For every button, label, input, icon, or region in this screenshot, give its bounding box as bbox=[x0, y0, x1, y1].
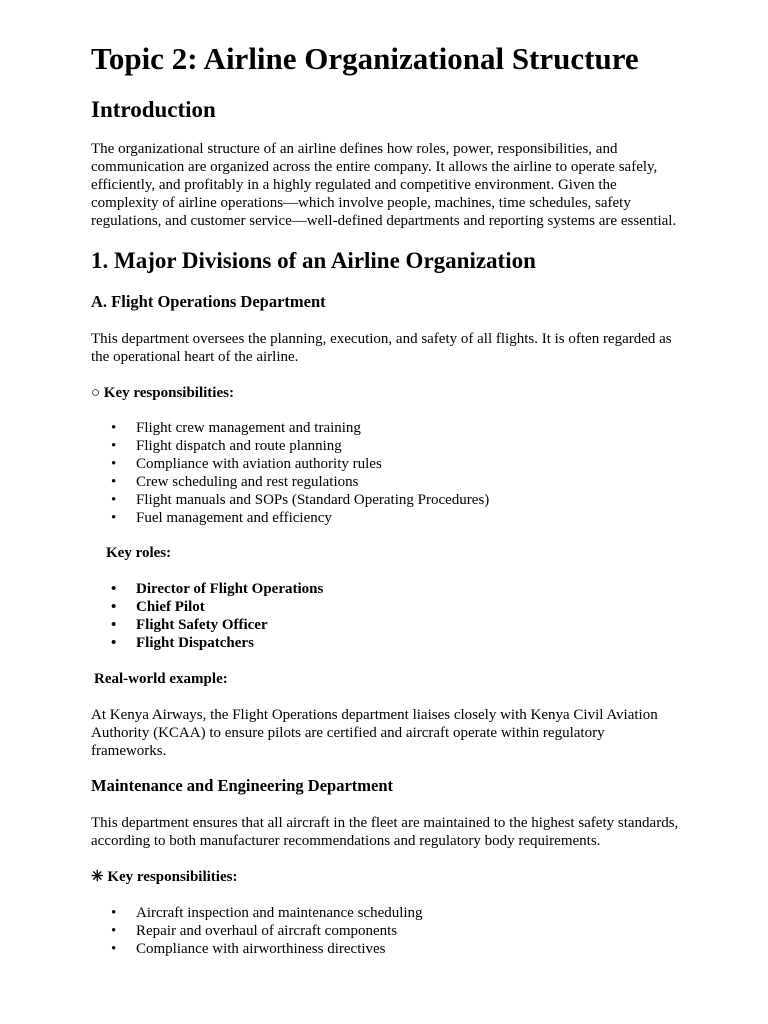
list-item: • Aircraft inspection and maintenance scheduling bbox=[91, 904, 681, 922]
section1-heading: 1. Major Divisions of an Airline Organization bbox=[91, 248, 536, 273]
list-item: • Director of Flight Operations bbox=[91, 580, 681, 598]
flight-ops-heading: A. Flight Operations Department bbox=[91, 292, 326, 311]
maintenance-heading: Maintenance and Engineering Department bbox=[91, 776, 394, 795]
list-item: • Repair and overhaul of aircraft components bbox=[91, 922, 681, 940]
list-item: • Chief Pilot bbox=[91, 598, 681, 616]
list-item: • Flight Dispatchers bbox=[91, 634, 681, 652]
intro-paragraph: The organizational structure of an airline defines how roles, power, responsibilities, and communication are organized across the entire company. It allows the airline to operate safely, efficiently, and profitably in a highly regulated and competitive environment. Given the complexity of airline operations—which involve people, machines, time schedules, safety regulations, and customer service—well-defined departments and reporting systems are essential. bbox=[91, 141, 677, 229]
real-world-example-paragraph: At Kenya Airways, the Flight Operations department liaises closely with Kenya Civil Aviation Authority (KCAA) to ensure pilots are certified and aircraft operate within regulatory frameworks. bbox=[91, 707, 658, 759]
flight-ops-paragraph: This department oversees the planning, execution, and safety of all flights. It is often regarded as the operational heart of the airline. bbox=[91, 331, 672, 365]
list-item: • Flight crew management and training bbox=[91, 419, 681, 437]
list-item: • Flight dispatch and route planning bbox=[91, 437, 681, 455]
flight-ops-responsibilities-label: ○ Key responsibilities: bbox=[91, 385, 234, 401]
list-item: • Fuel management and efficiency bbox=[91, 509, 681, 527]
list-item: • Compliance with aviation authority rules bbox=[91, 455, 681, 473]
list-item: • Flight manuals and SOPs (Standard Operating Procedures) bbox=[91, 491, 681, 509]
maintenance-responsibilities-label: ✳ Key responsibilities: bbox=[91, 869, 238, 885]
maintenance-paragraph: This department ensures that all aircraft in the fleet are maintained to the highest safety standards, according to both manufacturer recommendations and regulatory body requirements. bbox=[91, 815, 679, 849]
key-roles-label: Key roles: bbox=[106, 545, 172, 561]
intro-heading: Introduction bbox=[91, 97, 216, 122]
real-world-example-label: Real-world example: bbox=[94, 671, 228, 687]
document-title: Topic 2: Airline Organizational Structure bbox=[91, 41, 639, 76]
list-item: • Crew scheduling and rest regulations bbox=[91, 473, 681, 491]
key-roles-list bbox=[91, 580, 681, 652]
list-item: • Compliance with airworthiness directives bbox=[91, 940, 681, 958]
document-page bbox=[91, 40, 681, 958]
flight-ops-responsibilities-list bbox=[91, 419, 681, 527]
maintenance-responsibilities-list bbox=[91, 904, 681, 958]
list-item: • Flight Safety Officer bbox=[91, 616, 681, 634]
